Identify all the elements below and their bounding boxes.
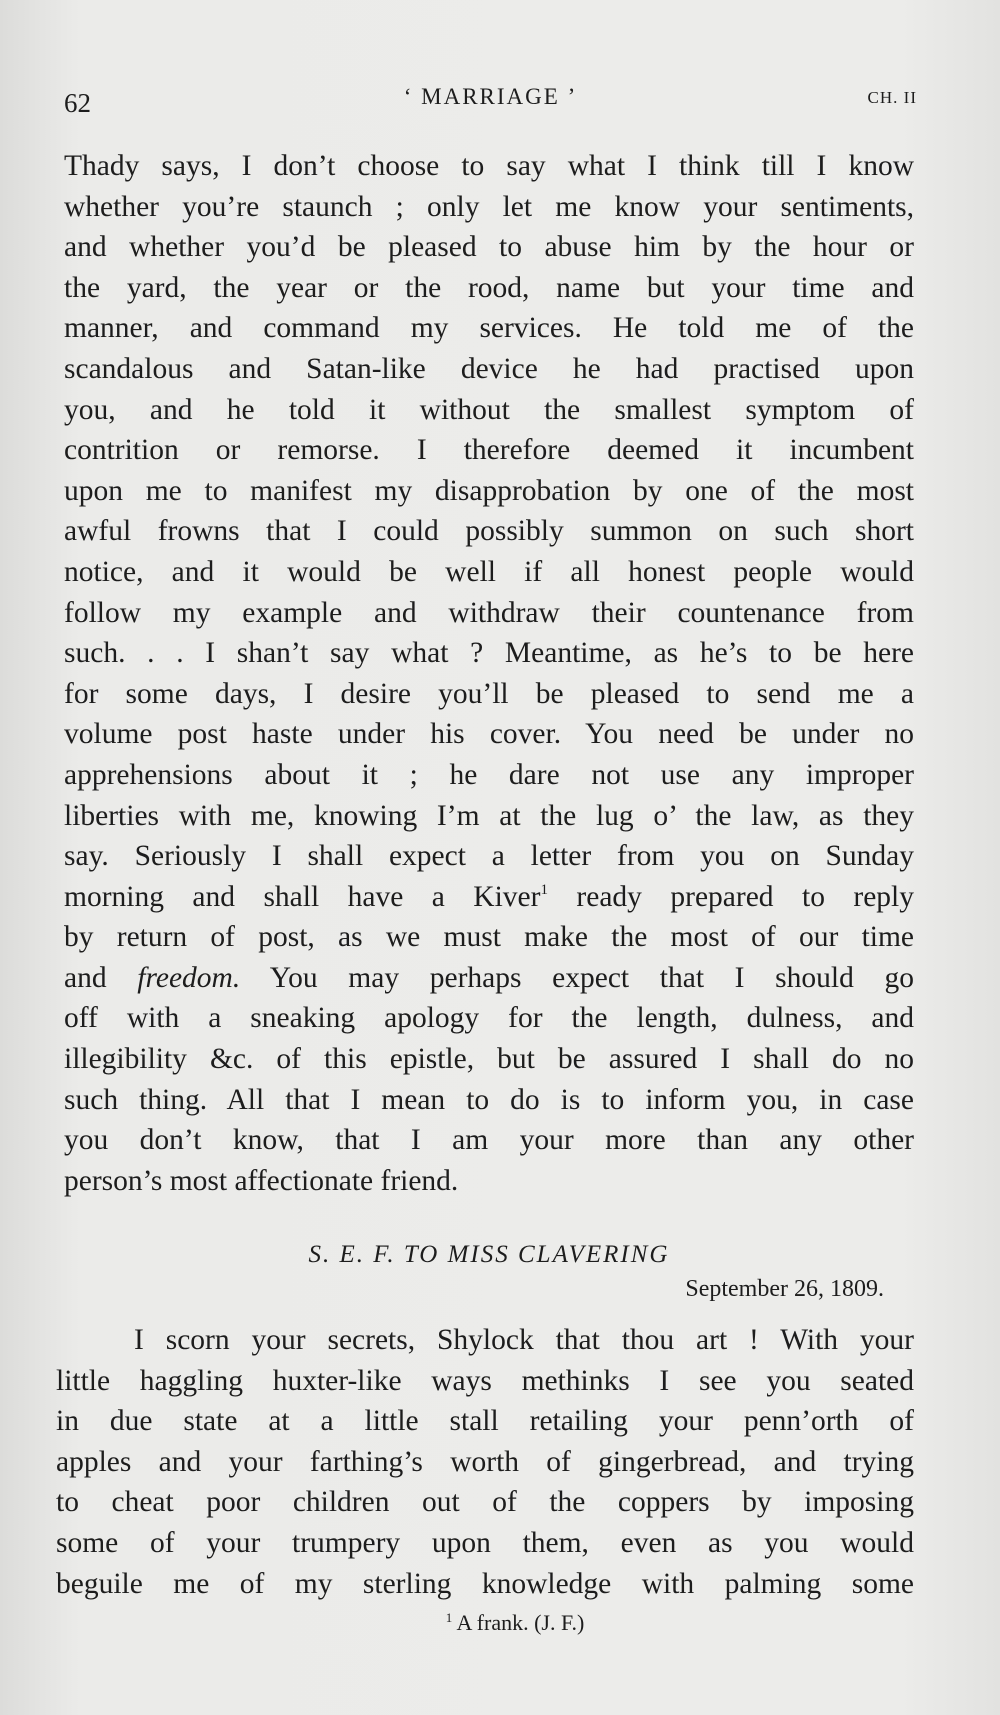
footnote — [0, 1610, 1000, 1636]
text-line: for some days, I desire you’ll be pleased to send me a — [64, 677, 914, 710]
text-line: I scorn your secrets, Shylock that thou art ! With your — [134, 1324, 914, 1356]
text-line: and whether you’d be pleased to abuse him by the hour or — [64, 231, 914, 264]
text-line: illegibility &c. of this epistle, but be assured I shall do no — [64, 1043, 914, 1076]
text-line: you don’t know, that I am your more than any other — [64, 1124, 914, 1157]
text-line: to cheat poor children out of the coppers by imposing — [56, 1486, 914, 1519]
text-line: scandalous and Satan-like device he had practised upon — [64, 352, 914, 385]
text-line: apprehensions about it ; he dare not use any improper — [64, 758, 914, 791]
text-line: manner, and command my services. He told me of the — [64, 312, 914, 345]
text-line: awful frowns that I could possibly summon on such short — [64, 515, 914, 548]
text-line-with-italic — [64, 958, 914, 999]
italic-word: freedom. — [137, 961, 241, 994]
text-line: such thing. All that I mean to do is to inform you, in case — [64, 1083, 914, 1116]
footnote-reference: 1 — [540, 881, 548, 898]
text-line: volume post haste under his cover. You need be under no — [64, 718, 914, 751]
text-fragment: ready prepared to reply — [547, 880, 915, 913]
text-line: contrition or remorse. I therefore deemed it incumbent — [64, 434, 914, 467]
text-line: the yard, the year or the rood, name but your time and — [64, 271, 914, 304]
letter-body-text — [56, 1320, 914, 1604]
text-line: beguile me of my sterling knowledge with palming some — [56, 1567, 914, 1600]
letter-continuation-text — [64, 146, 914, 1201]
text-line: some of your trumpery upon them, even as you would — [56, 1526, 914, 1559]
text-line: say. Seriously I shall expect a letter from you on Sunday — [64, 840, 914, 873]
text-line: Thady says, I don’t choose to say what I think till I know — [64, 150, 914, 182]
chapter-label: CH. II — [867, 88, 917, 107]
text-line: notice, and it would be well if all honest people would — [64, 555, 914, 588]
text-line: liberties with me, knowing I’m at the lug o’ the law, as they — [64, 799, 914, 832]
letter-date: September 26, 1809. — [685, 1276, 884, 1302]
footnote-marker: 1 — [445, 1610, 453, 1625]
page-number: 62 — [64, 88, 91, 118]
text-line: off with a sneaking apology for the length, dulness, and — [64, 1002, 914, 1035]
text-line: whether you’re staunch ; only let me know your sentiments, — [64, 190, 914, 223]
running-title: ‘ MARRIAGE ’ — [403, 84, 578, 109]
text-line: little haggling huxter-like ways methinks I see you seated — [56, 1364, 914, 1397]
text-line: by return of post, as we must make the most of our time — [64, 921, 914, 954]
text-fragment: You may perhaps expect that I should go — [240, 961, 915, 994]
text-fragment: morning and shall have a Kiver — [64, 880, 541, 913]
text-line-with-footnote — [64, 877, 914, 918]
text-line: apples and your farthing’s worth of gingerbread, and trying — [56, 1445, 914, 1478]
text-line: person’s most affectionate friend. — [64, 1164, 459, 1197]
running-head — [64, 84, 917, 124]
text-line: follow my example and withdraw their countenance from — [64, 596, 914, 629]
text-line: in due state at a little stall retailing your penn’orth of — [56, 1405, 914, 1438]
text-line: you, and he told it without the smallest symptom of — [64, 393, 914, 426]
text-fragment: and — [64, 961, 138, 994]
text-line: such. . . I shan’t say what ? Meantime, as he’s to be here — [64, 637, 914, 670]
footnote-text: A frank. (J. F.) — [452, 1610, 585, 1635]
letter-heading: S. E. F. TO MISS CLAVERING — [308, 1241, 670, 1268]
text-line: upon me to manifest my disapprobation by one of the most — [64, 474, 914, 507]
